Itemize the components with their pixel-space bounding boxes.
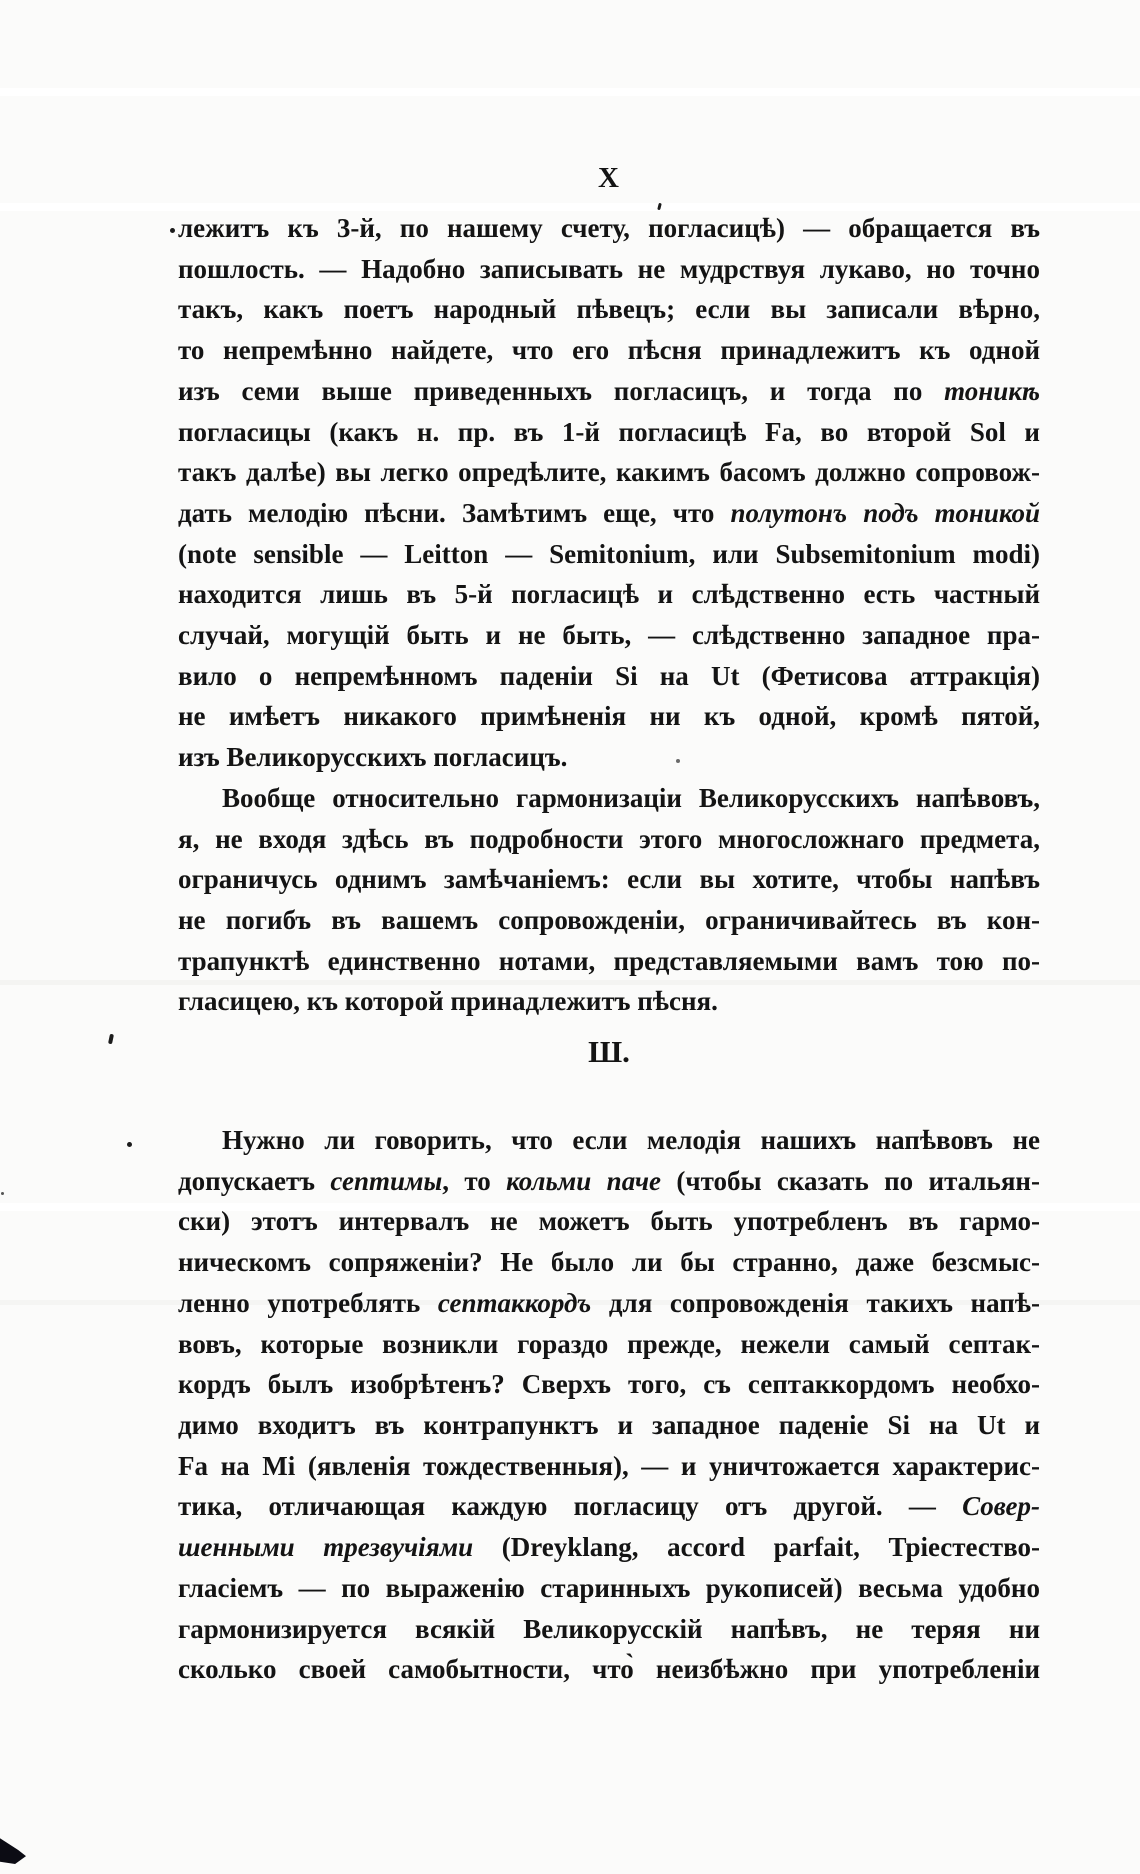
text-run: Вообще относительно гармонизаціи Великорусскихъ напѣвовъ,: [222, 782, 1040, 813]
italic-term: шенными трезвучіями: [178, 1532, 474, 1563]
text-line: [178, 1446, 1040, 1487]
text-run: ски) этотъ интервалъ не можетъ быть употребленъ въ гармо-: [178, 1206, 1040, 1237]
text-line: [178, 859, 1040, 900]
text-line: [178, 412, 1040, 453]
text-line: [178, 615, 1040, 656]
text-run: изъ Великорусскихъ погласицъ.: [178, 742, 568, 773]
text-line: [178, 1486, 1040, 1527]
text-line: [178, 778, 1040, 819]
text-line: [178, 1364, 1040, 1405]
text-run: ограничусь однимъ замѣчаніемъ: если вы хотите, чтобы напѣвъ: [178, 864, 1040, 895]
text-run: не имѣетъ никакого примѣненія ни къ одной, кромѣ пятой,: [178, 701, 1040, 732]
text-line: [178, 1120, 1040, 1161]
text-line: [178, 981, 1040, 1022]
text-run: Нужно ли говорить, что если мелодія нашихъ напѣвовъ не: [222, 1125, 1040, 1156]
text-run: случай, могущій быть и не быть, — слѣдственно западное пра-: [178, 620, 1040, 651]
text-line: [178, 941, 1040, 982]
text-run: погласицы (какъ н. пр. въ 1-й погласицѣ Fa, во второй Sol и: [178, 416, 1040, 447]
text-run: ленно употреблять: [178, 1287, 438, 1318]
text-line: [178, 534, 1040, 575]
text-run: кордъ былъ изобрѣтенъ? Сверхъ того, съ септаккордомъ необхо-: [178, 1369, 1040, 1400]
text-line: [178, 1649, 1040, 1690]
text-line: [178, 371, 1040, 412]
text-line: [178, 574, 1040, 615]
paragraph-third: [178, 1120, 1040, 1690]
ink-speck: [1, 1192, 4, 1195]
paragraph-first: [178, 208, 1040, 778]
text-run: для сопровожденія такихъ напѣ-: [591, 1287, 1040, 1318]
text-line: [178, 493, 1040, 534]
text-line: [178, 289, 1040, 330]
text-line: [178, 330, 1040, 371]
italic-term: кольми паче: [506, 1165, 661, 1196]
italic-term: септаккордъ: [437, 1287, 592, 1318]
text-block: [178, 0, 1040, 1690]
italic-term: тоникѣ: [944, 375, 1040, 406]
ink-speck: [170, 228, 175, 233]
text-line: [178, 452, 1040, 493]
text-run: не погибъ въ вашемъ сопровожденіи, ограничивайтесь въ кон-: [178, 904, 1040, 935]
text-run: дать мелодію пѣсни. Замѣтимъ еще, что: [178, 497, 731, 528]
text-line: [178, 696, 1040, 737]
paragraph-second: [178, 778, 1040, 1022]
text-run: вило о непремѣнномъ паденіи Si на Ut (Фетисова аттракція): [178, 660, 1040, 691]
text-run: гласіемъ — по выраженію старинныхъ рукописей) весьма удобно: [178, 1572, 1040, 1603]
ink-speck: [108, 1034, 114, 1045]
text-line: [178, 737, 1040, 778]
text-run: такъ, какъ поетъ народный пѣвецъ; если вы записали вѣрно,: [178, 294, 1040, 325]
text-run: димо входитъ въ контрапунктъ и западное паденіе Si на Ut и: [178, 1409, 1040, 1440]
text-run: трапунктѣ единственно нотами, представляемыми вамъ тою по-: [178, 945, 1040, 976]
page-number: X: [598, 162, 620, 194]
text-run: находится лишь въ 5-й погласицѣ и слѣдственно есть частный: [178, 579, 1040, 610]
page-corner-mark: [0, 1836, 26, 1864]
italic-term: Совер-: [962, 1491, 1040, 1522]
text-line: [178, 1161, 1040, 1202]
text-line: [178, 900, 1040, 941]
text-run: тика, отличающая каждую погласицу отъ другой. —: [178, 1491, 963, 1522]
text-line: [178, 1405, 1040, 1446]
ink-speck: [676, 759, 680, 763]
text-run: изъ семи выше приведенныхъ погласицъ, и тогда по: [178, 375, 945, 406]
text-run: (чтобы сказать по итальян-: [661, 1165, 1040, 1196]
text-run: (Dreyklang, accord parfait, Тріестество-: [473, 1532, 1040, 1563]
text-line: [178, 1242, 1040, 1283]
heading-gap: [178, 1076, 1040, 1120]
text-run: сколько своей самобытности, что̀ неизбѣжно при употребленіи: [178, 1654, 1040, 1685]
italic-term: полутонъ подъ тоникой: [730, 497, 1041, 528]
text-line: [178, 1568, 1040, 1609]
text-run: вовъ, которые возникли гораздо прежде, нежели самый септак-: [178, 1328, 1040, 1359]
text-run: гласицею, къ которой принадлежитъ пѣсня.: [178, 986, 718, 1017]
text-line: [178, 1324, 1040, 1365]
text-line: [178, 819, 1040, 860]
section-heading: Ш.: [588, 1034, 630, 1070]
text-run: такъ далѣе) вы легко опредѣлите, какимъ басомъ должно сопровож-: [178, 457, 1040, 488]
text-run: (note sensible — Leitton — Semitonium, или Subsemitonium modi): [178, 538, 1040, 569]
text-run: гармонизируется всякій Великорусскій напѣвъ, не теряя ни: [178, 1613, 1040, 1644]
italic-term: септимы: [330, 1165, 443, 1196]
text-line: [178, 1201, 1040, 1242]
text-run: лежитъ къ 3-й, по нашему счету, погласицѣ) — обращается въ: [178, 213, 1040, 243]
text-line: [178, 208, 1040, 249]
text-line: [178, 1527, 1040, 1568]
text-run: допускаетъ: [178, 1165, 331, 1196]
text-run: я, не входя здѣсь въ подробности этого многосложнаго предмета,: [178, 823, 1040, 854]
text-run: то непремѣнно найдете, что его пѣсня принадлежитъ къ одной: [178, 335, 1040, 366]
text-line: [178, 249, 1040, 290]
ink-speck: [127, 1142, 132, 1147]
text-line: [178, 1609, 1040, 1650]
text-run: пошлость. — Надобно записывать не мудрствуя лукаво, но точно: [178, 253, 1040, 284]
text-line: [178, 656, 1040, 697]
text-run: Fa на Mi (явленія тождественныя), — и уничтожается характерис-: [178, 1450, 1040, 1481]
text-run: , то: [442, 1165, 507, 1196]
text-run: ническомъ сопряженіи? Не было ли бы странно, даже безсмыс-: [178, 1247, 1040, 1278]
text-line: [178, 1283, 1040, 1324]
